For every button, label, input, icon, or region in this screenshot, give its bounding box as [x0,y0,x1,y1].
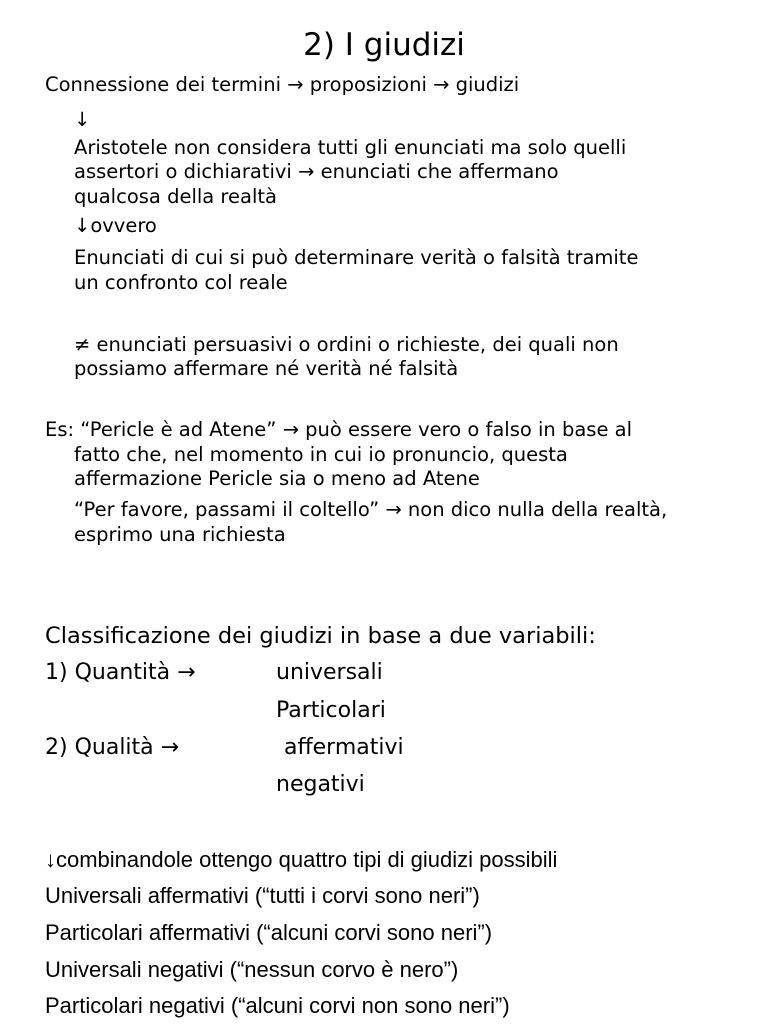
aristotle-line-3: qualcosa della realtà [74,185,277,208]
quality-value-negativi: negativi [276,772,365,797]
not-equal-line-2: possiamo affermare né verità né falsità [74,357,459,380]
aristotle-line-2: assertori o dichiarativi → enunciati che affermano [74,160,559,183]
quality-value-affermativi: affermativi [284,735,404,760]
down-arrow: ↓ [74,108,91,131]
example-line-4: “Per favore, passami il coltello” → non dico nulla della realtà, [74,498,668,521]
combination-item-1: Universali affermativi (“tutti i corvi sono neri”) [45,883,480,908]
combination-item-2: Particolari affermativi (“alcuni corvi sono neri”) [45,920,493,945]
combination-intro: ↓combinandole ottengo quattro tipi di giudizi possibili [45,847,558,872]
page-title: 2) I giudizi [303,27,465,63]
enunciati-line-2: un confronto col reale [74,271,288,294]
combination-item-3: Universali negativi (“nessun corvo è nero”) [45,957,459,982]
not-equal-line-1: ≠ enunciati persuasivi o ordini o richieste, dei quali non [74,333,619,356]
quantity-value-universali: universali [276,660,383,685]
example-line-1: Es: “Pericle è ad Atene” → può essere vero o falso in base al [45,418,633,441]
aristotle-line-1: Aristotele non considera tutti gli enunciati ma solo quelli [74,136,627,159]
example-line-2: fatto che, nel momento in cui io pronuncio, questa [74,443,568,466]
enunciati-line-1: Enunciati di cui si può determinare verità o falsità tramite [74,246,639,269]
connection-line: Connessione dei termini → proposizioni → giudizi [45,73,520,96]
example-line-5: esprimo una richiesta [74,523,286,546]
quality-label: 2) Qualità → [45,735,180,760]
quantity-value-particolari: Particolari [276,698,386,723]
classification-heading: Classificazione dei giudizi in base a due variabili: [45,623,596,649]
ovvero-line: ↓ovvero [74,214,157,237]
combination-item-4: Particolari negativi (“alcuni corvi non sono neri”) [45,993,510,1018]
example-line-3: affermazione Pericle sia o meno ad Atene [74,467,480,490]
quantity-label: 1) Quantità → [45,660,196,685]
